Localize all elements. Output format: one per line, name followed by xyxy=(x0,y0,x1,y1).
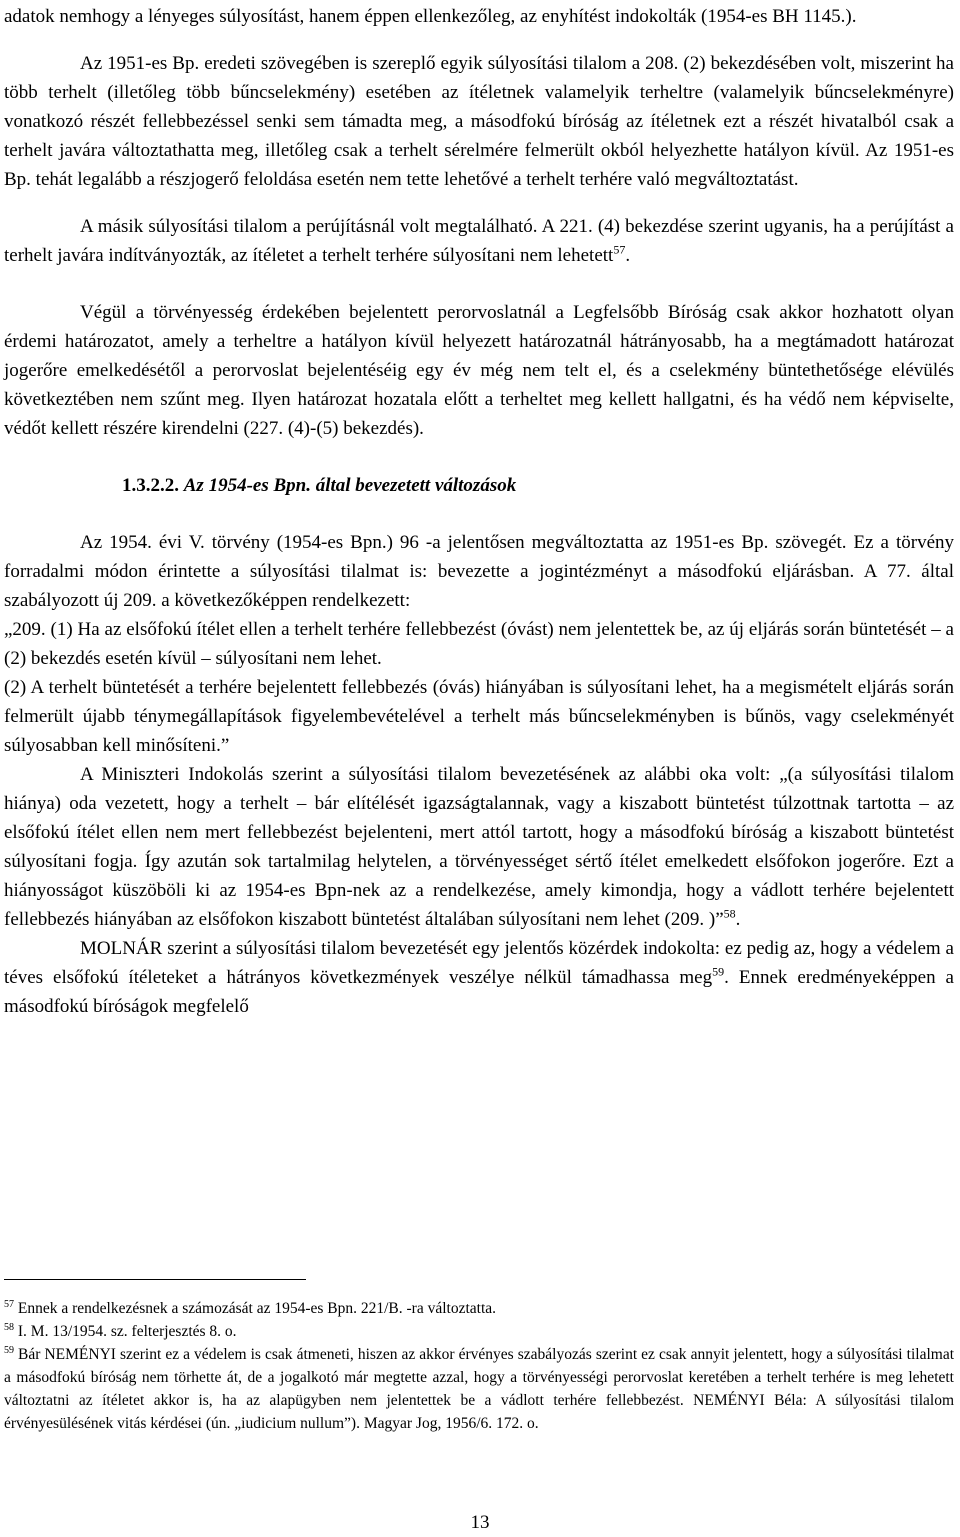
paragraph-continued: adatok nemhogy a lényeges súlyosítást, hanem éppen ellenkezőleg, az enyhítést indokolták (1954-es BH 1145.). xyxy=(4,6,857,27)
footnote-ref-59[interactable]: 59 xyxy=(712,964,725,979)
paragraph-221-text: A másik súlyosítási tilalom a perújításnál volt megtalálható. A 221. (4) bekezdése szerint ugyanis, ha a perújítást a terhelt javára indítványozták, az ítéletet a terhelt terhére súlyosítani nem lehetett xyxy=(4,216,954,266)
footnote-text: Bár NEMÉNYI szerint ez a védelem is csak átmeneti, hiszen az akkor érvényes szabályozás szerint ez csak annyit jelentett, hogy a súlyosítási tilalmat a másodfokú bíróság nem törhette át, de a jogalkotó már megtette azzal, hogy a törvényességi perorvoslat keretében a terhelt terhére is meg lehetett változtatni az ítéletet akkor is, ha az alapügyben nem jelentettek be a vádlott terhére fellebbezést. NEMÉNYI Béla: A súlyosítási tilalom érvényesülésének vitás kérdései (ún. „iudicium nullum”). Magyar Jog, 1956/6. 172. o. xyxy=(4,1346,955,1432)
footnote-59 xyxy=(4,1343,954,1435)
paragraph-molnar xyxy=(4,934,954,1021)
footnote-ref-58[interactable]: 58 xyxy=(723,906,736,921)
footnote-57 xyxy=(4,1297,954,1320)
paragraph-molnar-end: . Ennek eredményeképpen a másodfokú bíróságok megfelelő xyxy=(4,967,954,1017)
footnote-divider xyxy=(4,1279,306,1280)
footnote-number: 58 xyxy=(4,1321,14,1333)
footnote-58 xyxy=(4,1320,954,1343)
paragraph-indokolas xyxy=(4,760,954,934)
body-text xyxy=(4,2,954,1021)
paragraph-1954-bpn: Az 1954. évi V. törvény (1954-es Bpn.) 96 -a jelentősen megváltoztatta az 1951-es Bp. szövegét. Ez a törvény forradalmi módon érintette a súlyosítási tilalmat is: bevezette a jogintézményt a másodfokú eljárásban. A 77. által szabályozott új 209. a következőképpen rendelkezett: xyxy=(4,532,954,611)
section-heading xyxy=(4,471,954,500)
quote-209-2: (2) A terhelt büntetését a terhére bejelentett fellebbezés (óvás) hiányában is súlyosítani lehet, ha a megismételt eljárás során felmerült újabb ténymegállapítások figyelembevételével a terhelt más bűncselekményben is bűnös, vagy cselekményét súlyosabban kell minősíteni.” xyxy=(4,677,954,756)
paragraph-molnar-text: MOLNÁR szerint a súlyosítási tilalom bevezetését egy jelentős közérdek indokolta: ez pedig az, hogy a védelem a téves elsőfokú ítéleteket a hátrányos következmények veszélye nélkül támadhassa meg xyxy=(4,938,954,988)
footnote-ref-57[interactable]: 57 xyxy=(613,242,626,257)
footnote-text: I. M. 13/1954. sz. felterjesztés 8. o. xyxy=(17,1323,237,1340)
quote-209-1: „209. (1) Ha az elsőfokú ítélet ellen a terhelt terhére fellebbezést (óvást) nem jelentettek be, az új eljárás során büntetését – a (2) bekezdés esetén kívül – súlyosítani nem lehet. xyxy=(4,619,954,669)
page-number: 13 xyxy=(470,1512,490,1533)
footnote-number: 59 xyxy=(4,1344,14,1356)
paragraph-221-end: . xyxy=(625,245,631,266)
paragraph-227: Végül a törvényesség érdekében bejelentett perorvoslatnál a Legfelsőbb Bíróság csak akkor hozhatott olyan érdemi határozatot, amely a terheltre a hatályon kívül helyezett határozatnál hátrányosabb, ha a megtámadott határozat jogerőre emelkedésétől a perorvoslat bejelentéséig egy év még nem telt el, és a cselekmény büntethetősége elévülés következtében nem szűnt meg. Ilyen határozat hozatala előtt a terheltet meg kellett hallgatni, és ha védő nem képviselte, védőt kellett részére kirendelni (227. (4)-(5) bekezdés). xyxy=(4,302,954,439)
section-title: Az 1954-es Bpn. által bevezetett változások xyxy=(183,475,517,496)
footnotes xyxy=(4,1297,954,1435)
paragraph-indokolas-text: A Miniszteri Indokolás szerint a súlyosítási tilalom bevezetésének az alábbi oka volt: „(a súlyosítási tilalom hiánya) oda vezetett, hogy a terhelt – bár elítélését igazságtalannak, vagy a kiszabott büntetést túlzottnak tartotta – az elsőfokú ítélet ellen nem mert fellebbezést bejelenteni, mert attól tartott, hogy a másodfokú bíróság a kiszabott büntetést súlyosítani fogja. Így azután sok tartalmilag helytelen, a törvényességet sértő ítélet emelkedett elsőfokon jogerőre. Ezt a hiányosságot küszöböli ki az 1954-es Bpn-nek az a rendelkezése, amely kimondja, hogy a vádlott terhére bejelentett fellebbezés hiányában az elsőfokon kiszabott büntetést általában súlyosítani nem lehet (209. )” xyxy=(4,764,954,930)
paragraph-208: Az 1951-es Bp. eredeti szövegében is szereplő egyik súlyosítási tilalom a 208. (2) bekezdésében volt, miszerint ha több terhelt (illetőleg több bűncselekmény) esetében az ítéletnek valamelyik terheltre (valamelyik bűncselekményre) vonatkozó részét fellebbezéssel senki sem támadta meg, a másodfokú bíróság az ítéletnek ezt a részét hivatalból csak a terhelt javára változtathatta meg, illetőleg csak a terhelt sérelmére felmerült okból helyezhette hatályon kívül. Az 1951-es Bp. tehát legalább a részjogerő feloldása esetén nem tette lehetővé a terhelt terhére való megváltoztatást. xyxy=(4,53,954,190)
paragraph-indokolas-end: . xyxy=(735,909,741,930)
section-number: 1.3.2.2. xyxy=(122,475,179,496)
paragraph-221 xyxy=(4,212,954,270)
footnote-text: Ennek a rendelkezésnek a számozását az 1954-es Bpn. 221/B. -ra változtatta. xyxy=(17,1300,497,1317)
footnote-number: 57 xyxy=(4,1298,14,1310)
